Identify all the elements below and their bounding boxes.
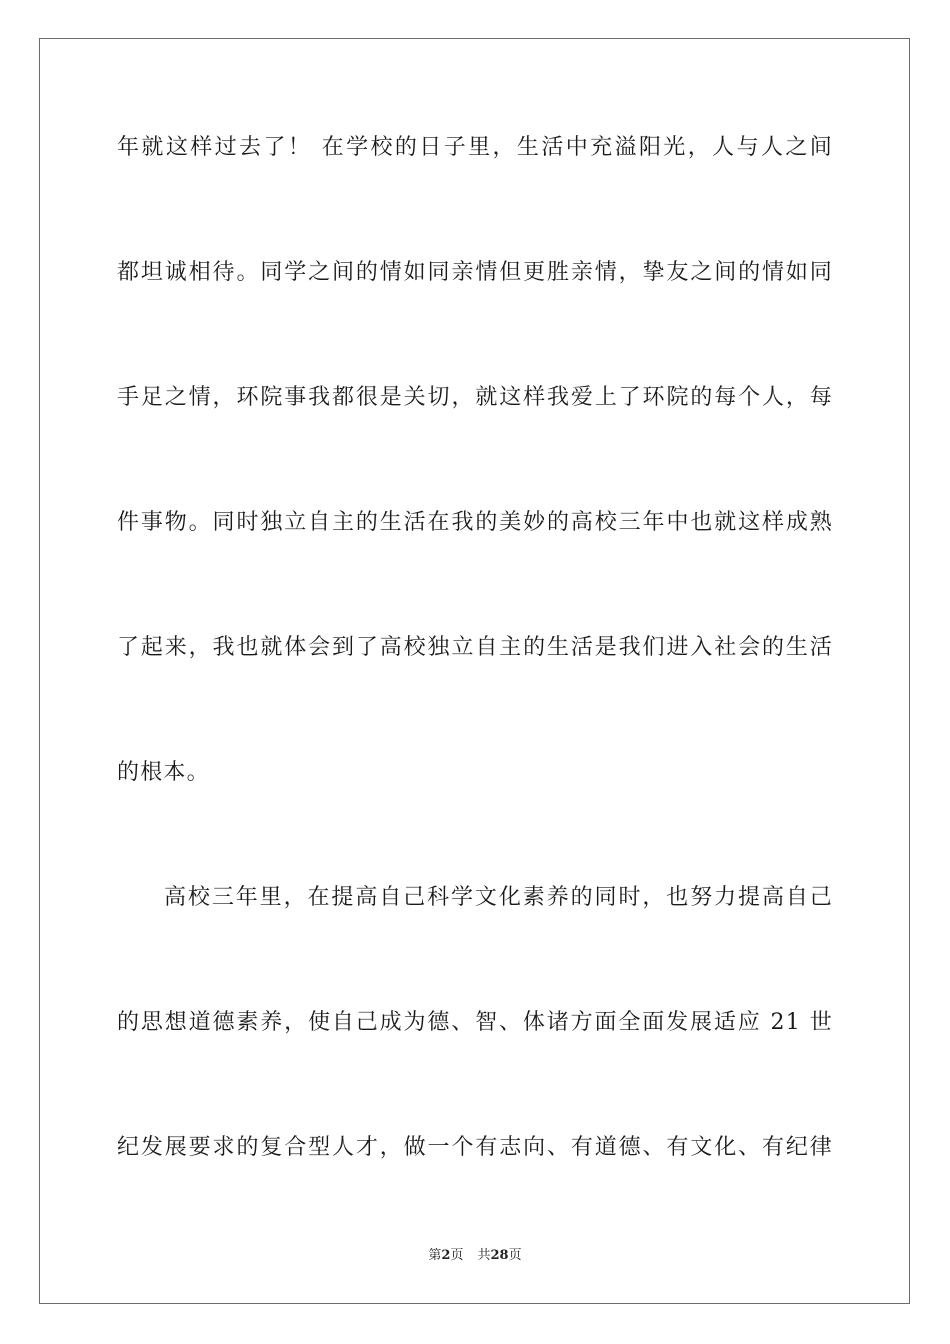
text-line: 手足之情，环院事我都很是关切，就这样我爱上了环院的每个人，每 bbox=[117, 385, 833, 410]
page-prefix: 第 bbox=[428, 1248, 442, 1263]
text-line: 了起来，我也就体会到了高校独立自主的生活是我们进入社会的生活 bbox=[117, 635, 833, 660]
text-line: 纪发展要求的复合型人才，做一个有志向、有道德、有文化、有纪律 bbox=[117, 1135, 833, 1160]
page-footer bbox=[0, 1246, 950, 1266]
text-line: 的根本。 bbox=[117, 760, 210, 785]
text-line: 件事物。同时独立自主的生活在我的美妙的高校三年中也就这样成熟 bbox=[117, 510, 833, 535]
text-line: 年就这样过去了！ 在学校的日子里，生活中充溢阳光，人与人之间 bbox=[117, 135, 833, 160]
total-suffix: 页 bbox=[508, 1248, 522, 1263]
text-line: 的思想道德素养，使自己成为德、智、体诸方面全面发展适应 21 世 bbox=[117, 1010, 833, 1035]
total-pages: 28 bbox=[490, 1248, 509, 1263]
text-line: 高校三年里，在提高自己科学文化素养的同时，也努力提高自己 bbox=[164, 885, 833, 910]
page-suffix: 页 bbox=[450, 1248, 464, 1263]
page-number: 2 bbox=[441, 1248, 451, 1263]
total-prefix: 共 bbox=[477, 1248, 491, 1263]
page-border bbox=[39, 38, 910, 1304]
text-line: 都坦诚相待。同学之间的情如同亲情但更胜亲情，挚友之间的情如同 bbox=[117, 260, 833, 285]
